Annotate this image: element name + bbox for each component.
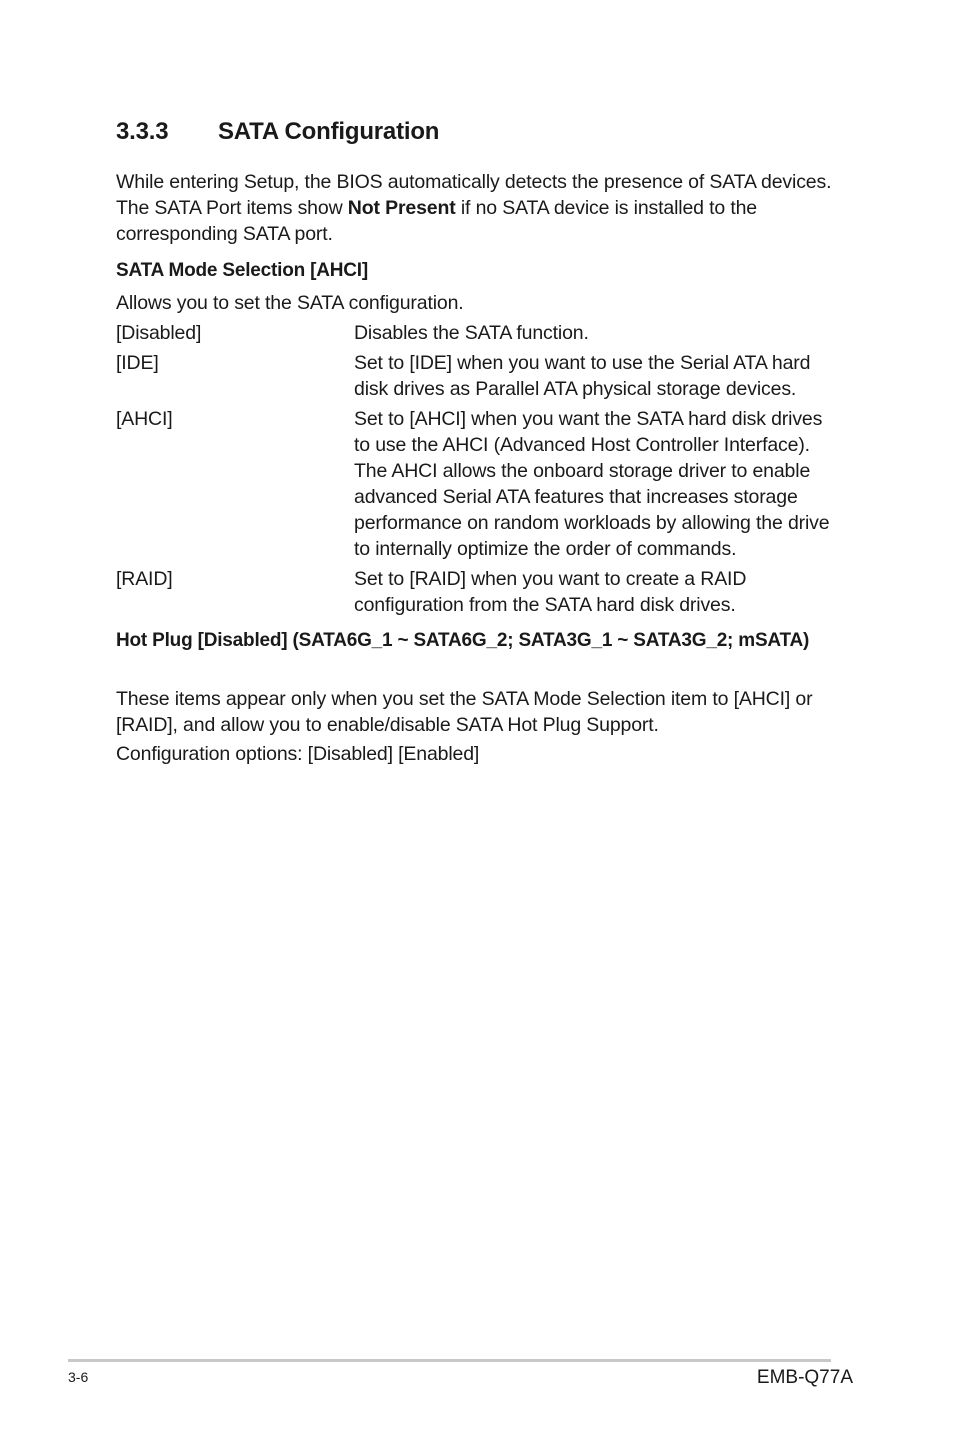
sata-mode-title: SATA Mode Selection [AHCI] bbox=[116, 260, 369, 281]
option-key: [RAID] bbox=[116, 568, 173, 590]
footer-divider bbox=[68, 1359, 831, 1362]
option-key: [Disabled] bbox=[116, 322, 202, 344]
section-heading bbox=[116, 118, 439, 146]
model-name: EMB-Q77A bbox=[756, 1367, 853, 1388]
hot-plug-title: Hot Plug [Disabled] (SATA6G_1 ~ SATA6G_2; SATA3G_1 ~ SATA3G_2; mSATA) bbox=[116, 630, 810, 651]
option-value: Disables the SATA function. bbox=[354, 322, 589, 344]
page-number: 3-6 bbox=[68, 1369, 89, 1385]
option-value: Set to [RAID] when you want to create a RAID configuration from the SATA hard disk drives. bbox=[354, 568, 747, 616]
option-value: Set to [IDE] when you want to use the Serial ATA hard disk drives as Parallel ATA physical storage devices. bbox=[354, 352, 811, 400]
intro-text-2: if no SATA device is installed to the corresponding SATA port. bbox=[116, 197, 757, 245]
intro-paragraph bbox=[116, 169, 836, 247]
hot-plug-description: These items appear only when you set the SATA Mode Selection item to [AHCI] or [RAID], and allow you to enable/disable SATA Hot Plug Support. bbox=[116, 688, 813, 736]
option-row-ide bbox=[116, 350, 836, 402]
option-key: [IDE] bbox=[116, 352, 159, 374]
option-row-raid bbox=[116, 566, 836, 618]
option-row-ahci bbox=[116, 406, 836, 562]
sata-mode-options bbox=[116, 320, 836, 622]
section-number: 3.3.3 bbox=[116, 118, 169, 145]
section-title: SATA Configuration bbox=[218, 118, 440, 145]
option-value: Set to [AHCI] when you want the SATA hard disk drives to use the AHCI (Advanced Host Controller Interface). The AHCI allows the onboard storage driver to enable advanced Serial ATA features that increases storage performance on random workloads by allowing the drive to internally optimize the order of commands. bbox=[354, 408, 830, 560]
sata-mode-description: Allows you to set the SATA configuration. bbox=[116, 292, 464, 314]
intro-text-1: While entering Setup, the BIOS automatically detects the presence of SATA devices. The SATA Port items show bbox=[116, 171, 832, 219]
intro-bold-text: Not Present bbox=[347, 197, 456, 219]
option-key: [AHCI] bbox=[116, 408, 173, 430]
option-row-disabled bbox=[116, 320, 836, 346]
hot-plug-options: Configuration options: [Disabled] [Enabled] bbox=[116, 743, 480, 765]
